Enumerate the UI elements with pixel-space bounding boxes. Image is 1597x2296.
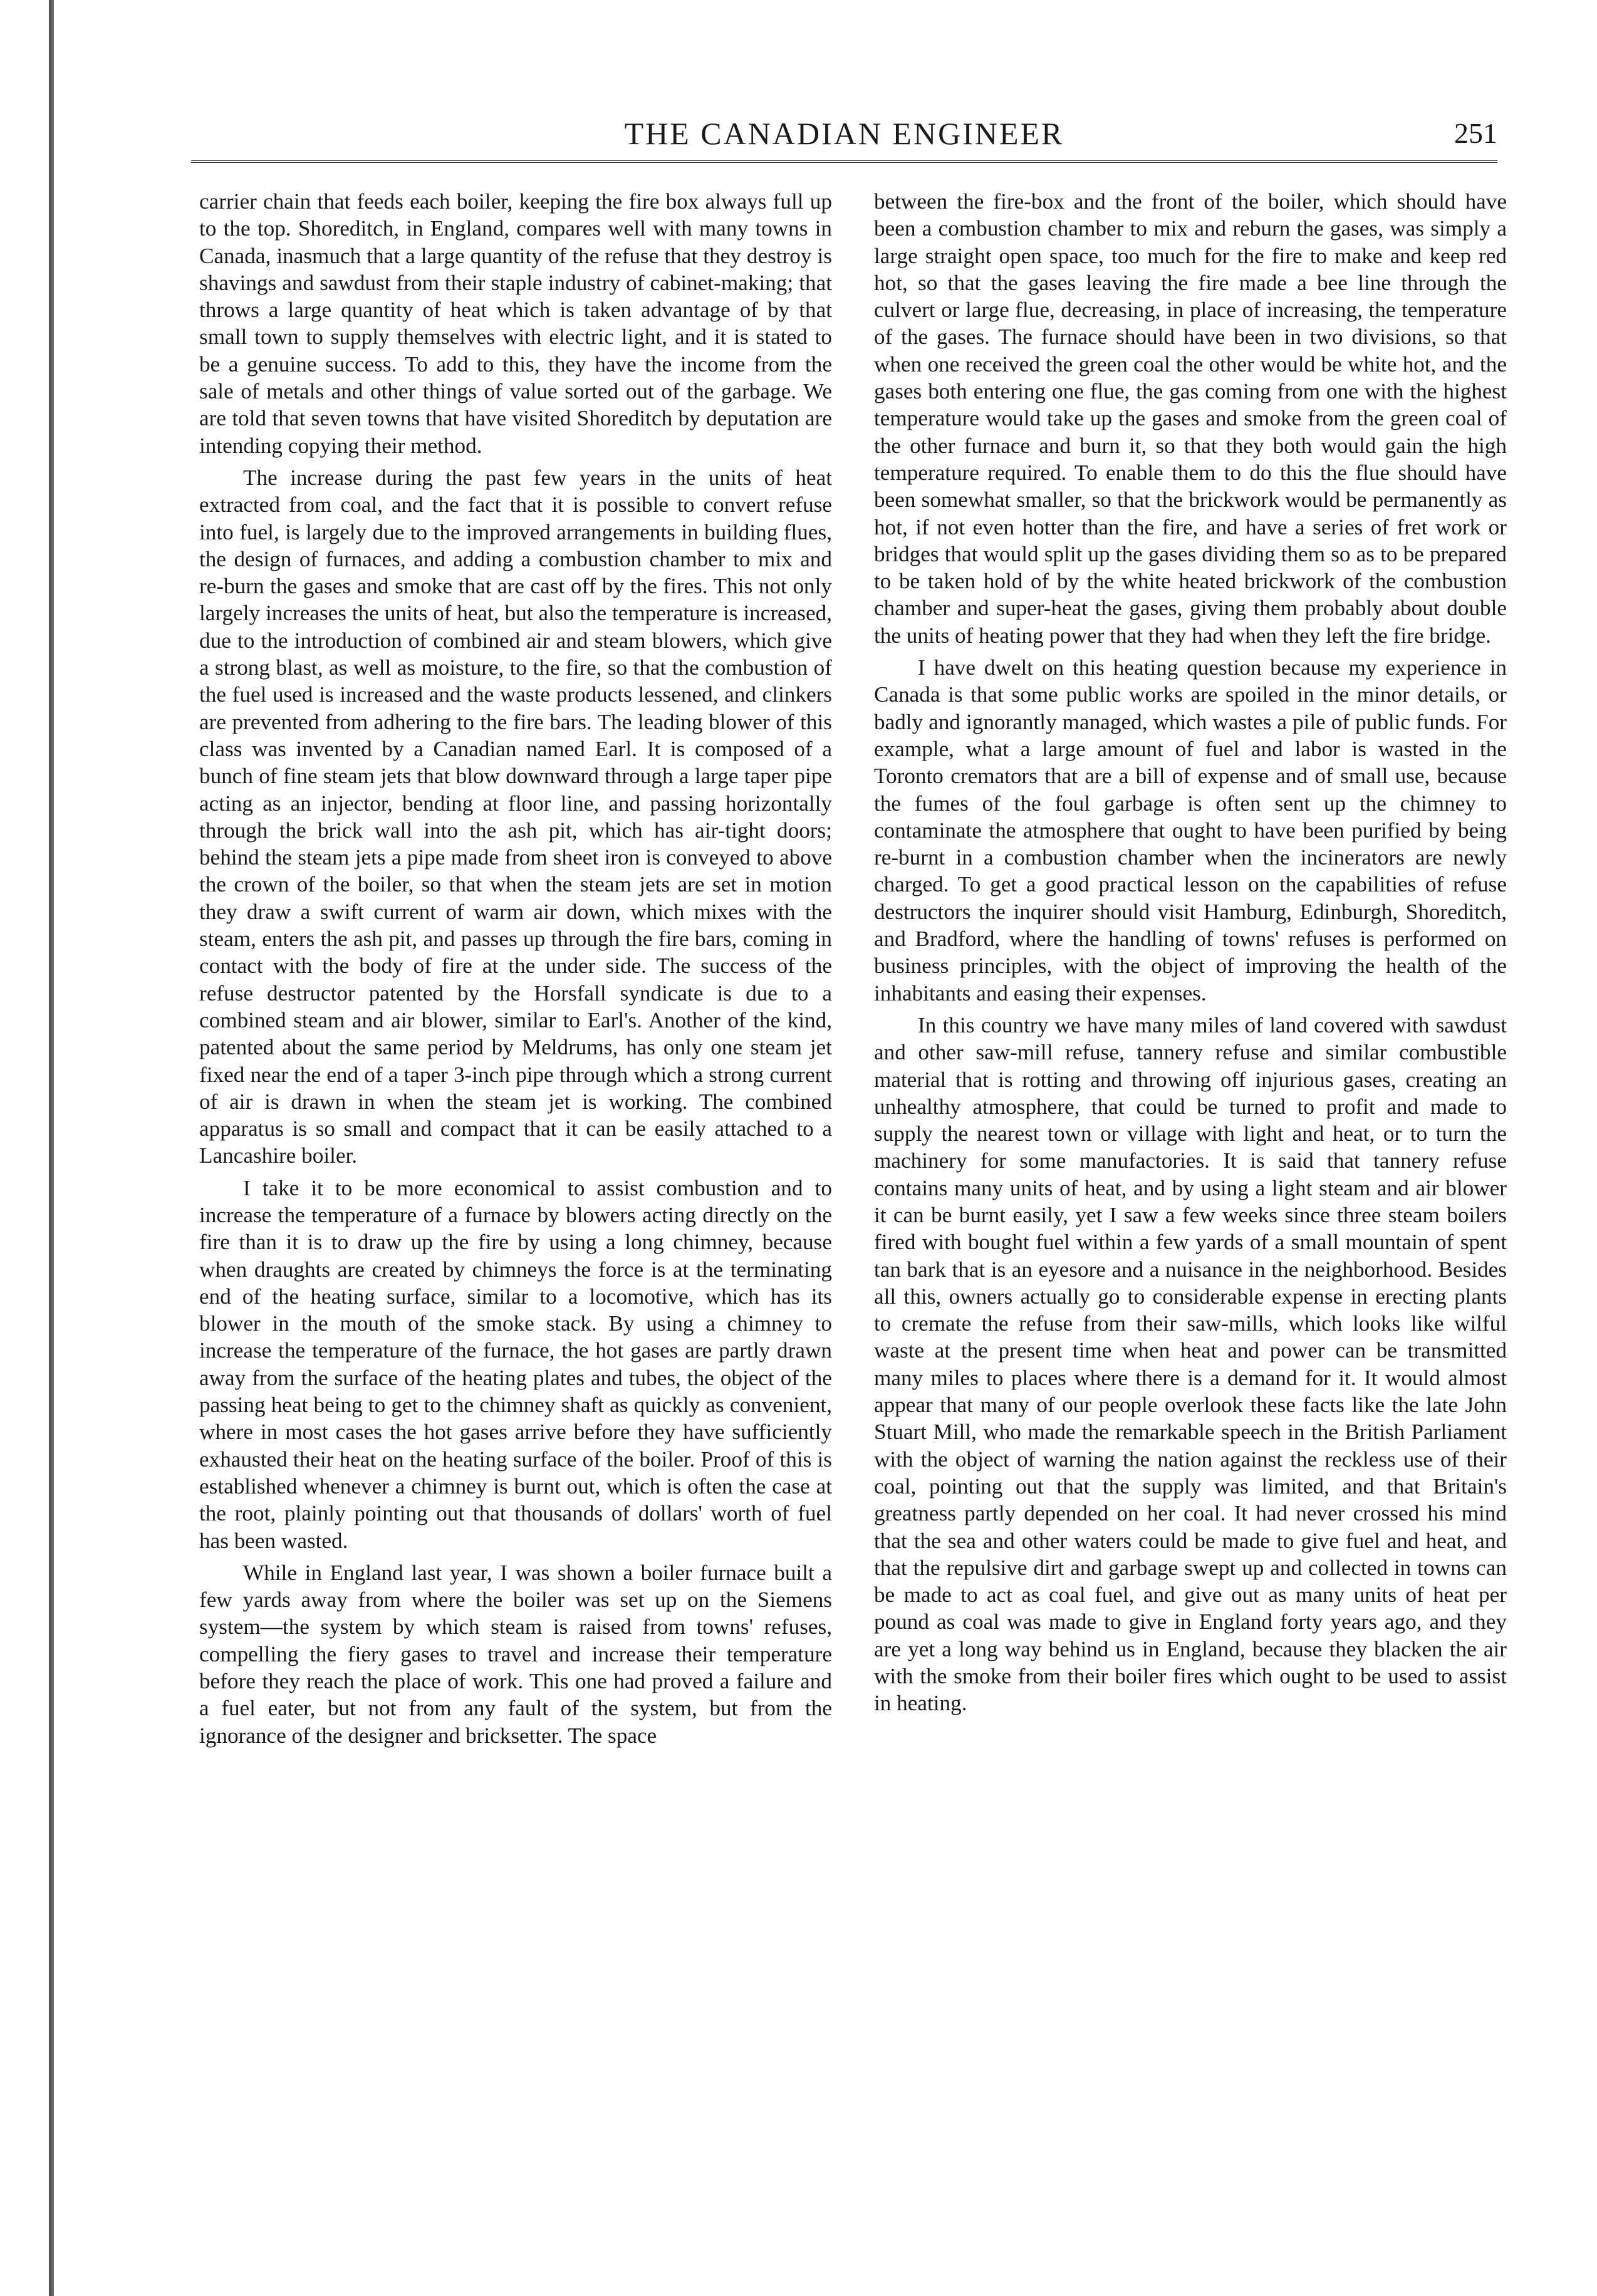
page-number: 251 (1454, 117, 1497, 149)
header-rule (191, 160, 1497, 163)
running-header (191, 112, 1497, 155)
binding-edge (49, 0, 54, 2296)
paragraph: I have dwelt on this heating question because my experience in Canada is that some public works are spoiled in the minor details, or badly and ignorantly managed, which wastes a pile of public funds. For example, what a large amount of fuel and labor is wasted in the Toronto cremators that are a bill of expense and of small use, because the fumes of the foul garbage is often sent up the chimney to contaminate the atmosphere that ought to have been purified by being re-burnt in a combustion chamber when the incinerators are newly charged. To get a good practical lesson on the capabilities of refuse destructors the inquirer should visit Hamburg, Edinburgh, Shoreditch, and Bradford, where the handling of towns' refuses is performed on business principles, with the object of improving the health of the inhabitants and easing their expenses. (874, 655, 1507, 1005)
left-column (199, 188, 832, 2246)
paragraph: While in England last year, I was shown a boiler furnace built a few yards away from where the boiler was set up on the Siemens system—the system by which steam is raised from towns' refuses, compelling the fiery gases to travel and increase their temperature before they reach the place of work. This one had proved a failure and a fuel eater, but not from any fault of the system, but from the ignorance of the designer and bricksetter. The space (199, 1560, 832, 1748)
journal-title: THE CANADIAN ENGINEER (624, 116, 1064, 151)
right-column (874, 188, 1507, 2246)
paragraph: carrier chain that feeds each boiler, keeping the fire box always full up to the top. Shoreditch, in England, compares well with many towns in Canada, inasmuch that a large quantity of the refuse that they destroy is shavings and sawdust from their staple industry of cabinet-making; that throws a large quantity of heat which is taken advantage of by that small town to supply themselves with electric light, and it is stated to be a genuine success. To add to this, they have the income from the sale of metals and other things of value sorted out of the garbage. We are told that seven towns that have visited Shoreditch by deputation are intending copying their method. (199, 189, 832, 458)
paragraph: In this country we have many miles of land covered with sawdust and other saw-mill refuse, tannery refuse and similar combustible material that is rotting and throwing off injurious gases, creating an unhealthy atmosphere, that could be turned to profit and made to supply the nearest town or village with light and heat, or to turn the machinery for some manufactories. It is said that tannery refuse contains many units of heat, and by using a light steam and air blower it can be burnt easily, yet I saw a few weeks since three steam boilers fired with bought fuel within a few yards of a small mountain of spent tan bark that is an eyesore and a nuisance in the neighborhood. Besides all this, owners actually go to considerable expense in erecting plants to cremate the refuse from their saw-mills, which looks like wilful waste at the present time when heat and power can be transmitted many miles to places where there is a demand for it. It would almost appear that many of our people overlook these facts like the late John Stuart Mill, who made the remarkable speech in the British Parliament with the object of warning the nation against the reckless use of their coal, pointing out that the supply was limited, and that Britain's greatness partly depended on her coal. It had never crossed his mind that the sea and other waters could be made to give fuel and heat, and that the repulsive dirt and garbage swept up and collected in towns can be made to act as coal fuel, and give out as many units of heat per pound as coal was made to give in England forty years ago, and they are yet a long way behind us in England, because they blacken the air with the smoke from their boiler fires which ought to be used to assist in heating. (874, 1012, 1507, 1716)
paragraph: between the fire-box and the front of the boiler, which should have been a combustion chamber to mix and reburn the gases, was simply a large straight open space, too much for the fire to make and keep red hot, so that the gases leaving the fire made a bee line through the culvert or large flue, decreasing, in place of increasing, the temperature of the gases. The furnace should have been in two divisions, so that when one received the green coal the other would be white hot, and the gases both entering one flue, the gas coming from one with the highest temperature would take up the gases and smoke from the green coal of the other furnace and burn it, so that they both would gain the high temperature required. To enable them to do this the flue should have been somewhat smaller, so that the brickwork would be permanently as hot, if not even hotter than the fire, and have a series of fret work or bridges that would split up the gases dividing them so as to be prepared to be taken hold of by the white heated brickwork of the combustion chamber and super-heat the gases, giving them probably about double the units of heating power that they had when they left the fire bridge. (874, 189, 1507, 648)
paragraph: I take it to be more economical to assist combustion and to increase the temperature of a furnace by blowers acting directly on the fire than it is to draw up the fire by using a long chimney, because when draughts are created by chimneys the force is at the terminating end of the heating surface, similar to a locomotive, which has its blower in the mouth of the smoke stack. By using a chimney to increase the temperature of the furnace, the hot gases are partly drawn away from the surface of the heating plates and tubes, the object of the passing heat being to get to the chimney shaft as quickly as convenient, where in most cases the hot gases arrive before they have sufficiently exhausted their heat on the heating surface of the boiler. Proof of this is established whenever a chimney is burnt out, which is often the case at the root, plainly pointing out that thousands of dollars' worth of fuel has been wasted. (199, 1175, 832, 1553)
paragraph: The increase during the past few years in the units of heat extracted from coal, and the fact that it is possible to convert refuse into fuel, is largely due to the improved arrangements in building flues, the design of furnaces, and adding a combustion chamber to mix and re-burn the gases and smoke that are cast off by the fires. This not only largely increases the units of heat, but also the temperature is increased, due to the introduction of combined air and steam blowers, which give a strong blast, as well as moisture, to the fire, so that the combustion of the fuel used is increased and the waste products lessened, and clinkers are prevented from adhering to the fire bars. The leading blower of this class was invented by a Canadian named Earl. It is composed of a bunch of fine steam jets that blow downward through a large taper pipe acting as an injector, bending at floor line, and passing horizontally through the brick wall into the ash pit, which has air-tight doors; behind the steam jets a pipe made from sheet iron is conveyed to above the crown of the boiler, so that when the steam jets are set in motion they draw a swift current of warm air down, which mixes with the steam, enters the ash pit, and passes up through the fire bars, coming in contact with the body of fire at the under side. The success of the refuse destructor patented by the Horsfall syndicate is due to a combined steam and air blower, similar to Earl's. Another of the kind, patented about the same period by Meldrums, has only one steam jet fixed near the end of a taper 3-inch pipe through which a strong current of air is drawn in when the steam jet is working. The combined apparatus is so small and compact that it can be easily attached to a Lancashire boiler. (199, 465, 832, 1168)
